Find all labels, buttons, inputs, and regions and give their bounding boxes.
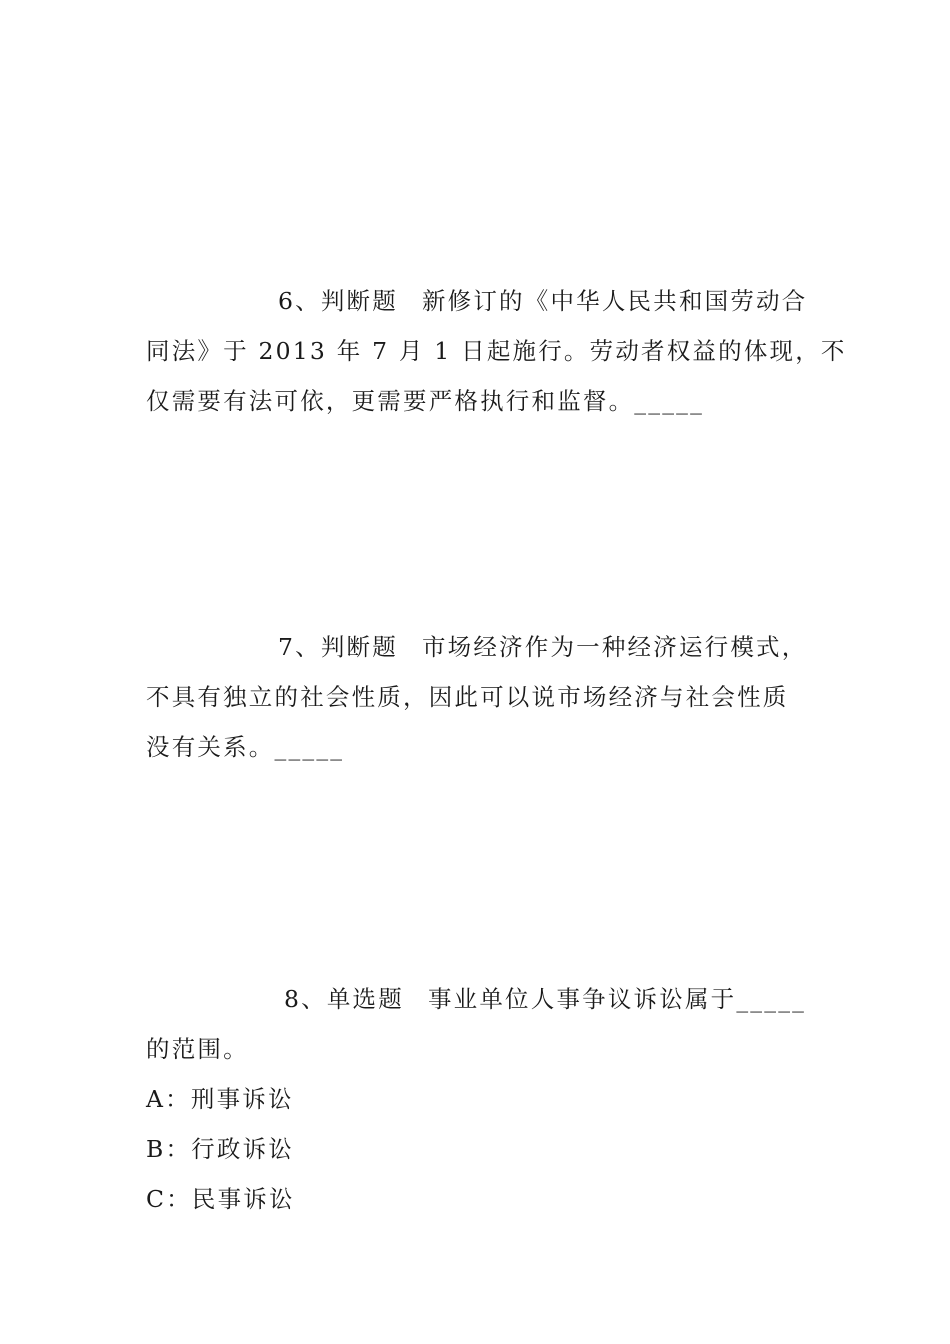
question-7-text-line-2: 不具有独立的社会性质，因此可以说市场经济与社会性质 <box>146 683 789 711</box>
question-6-text-line-3: 仅需要有法可依，更需要严格执行和监督。_____ <box>146 387 705 415</box>
question-6-first-line <box>146 276 810 326</box>
question-8-text-line-1: 事业单位人事争议诉讼属于_____ <box>427 985 807 1013</box>
question-7-number-type: 7、判断题 <box>278 633 398 661</box>
option-a: A：刑事诉讼 <box>146 1085 294 1113</box>
question-8-text-line-2: 的范围。 <box>146 1035 249 1063</box>
question-7-text-line-3: 没有关系。_____ <box>146 733 345 761</box>
question-8-number-type: 8、单选题 <box>284 985 404 1013</box>
question-7 <box>146 622 810 772</box>
question-8 <box>146 974 810 1224</box>
question-6-text-line-1: 新修订的《中华人民共和国劳动合 <box>421 287 808 315</box>
question-6 <box>146 276 847 426</box>
question-7-first-line <box>146 622 810 672</box>
question-6-number-type: 6、判断题 <box>278 287 398 315</box>
question-6-text-line-2: 同法》于 2013 年 7 月 1 日起施行。劳动者权益的体现，不 <box>146 337 847 365</box>
option-c: C：民事诉讼 <box>146 1185 295 1213</box>
option-b: B：行政诉讼 <box>146 1135 294 1163</box>
question-7-text-line-1: 市场经济作为一种经济运行模式， <box>421 633 808 661</box>
question-8-first-line <box>146 974 810 1024</box>
